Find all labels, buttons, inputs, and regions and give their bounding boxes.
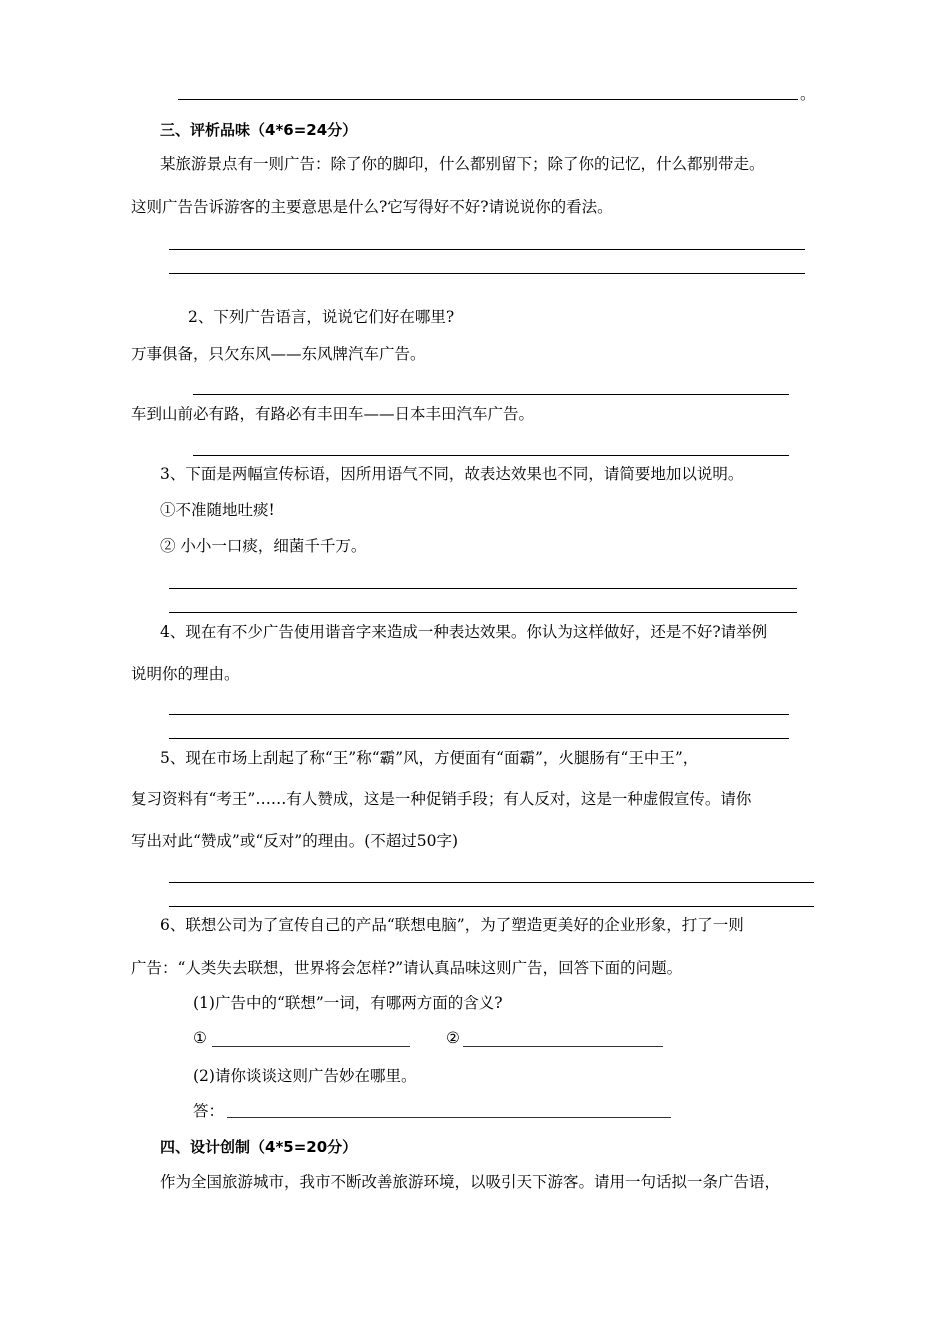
section4-line1: 作为全国旅游城市，我市不断改善旅游环境，以吸引天下游客。请用一句话拟一条广告语， xyxy=(160,1173,781,1191)
q6-line1: 6、联想公司为了宣传自己的产品“联想电脑”，为了塑造更美好的企业形象，打了一则 xyxy=(160,916,744,934)
answer-line[interactable] xyxy=(169,906,814,907)
q3-slogan1: ①不准随地吐痰! xyxy=(160,501,275,519)
q1-line2: 这则广告告诉游客的主要意思是什么?它写得好不好?请说说你的看法。 xyxy=(131,198,613,216)
q3-prompt: 3、下面是两幅宣传标语，因所用语气不同，故表达效果也不同，请简要地加以说明。 xyxy=(160,465,744,483)
q6-mark2: ② xyxy=(446,1029,460,1047)
answer-line[interactable] xyxy=(169,588,797,589)
q6-line2: 广告：“人类失去联想，世界将会怎样?”请认真品味这则广告，回答下面的问题。 xyxy=(131,959,683,977)
answer-line[interactable] xyxy=(169,738,789,739)
q1-line1: 某旅游景点有一则广告：除了你的脚印，什么都别留下；除了你的记忆，什么都别带走。 xyxy=(160,155,765,173)
q5-line2: 复习资料有“考王”……有人赞成，这是一种促销手段；有人反对，这是一种虚假宣传。请你 xyxy=(131,790,752,808)
q5-line3: 写出对此“赞成”或“反对”的理由。(不超过50字) xyxy=(131,832,459,850)
answer-line[interactable] xyxy=(169,612,797,613)
q3-slogan2: ② 小小一口痰，细菌千千万。 xyxy=(160,537,367,555)
q4-line2: 说明你的理由。 xyxy=(131,665,240,683)
answer-line[interactable] xyxy=(169,249,805,250)
q6-sub2: (2)请你谈谈这则广告妙在哪里。 xyxy=(193,1067,417,1085)
q5-line1: 5、现在市场上刮起了称“王”称“霸”风，方便面有“面霸”，火腿肠有“王中王”， xyxy=(160,749,699,767)
q6-answer-label: 答： xyxy=(193,1102,225,1120)
top-line-period: 。 xyxy=(800,85,816,103)
q6-sub1: (1)广告中的“联想”一词，有哪两方面的含义? xyxy=(193,994,503,1012)
answer-line[interactable] xyxy=(169,714,789,715)
section4-heading: 四、设计创制（4*5=20分） xyxy=(160,1138,358,1156)
answer-line[interactable] xyxy=(169,273,805,274)
q2-prompt: 2、下列广告语言，说说它们好在哪里? xyxy=(188,308,455,326)
answer-line[interactable] xyxy=(212,1046,410,1047)
answer-line[interactable] xyxy=(463,1046,663,1047)
answer-line[interactable] xyxy=(227,1117,671,1118)
answer-line[interactable] xyxy=(178,99,798,100)
answer-line[interactable] xyxy=(193,394,789,395)
q2-ad1: 万事俱备，只欠东风——东风牌汽车广告。 xyxy=(131,345,426,363)
q6-mark1: ① xyxy=(193,1029,207,1047)
answer-line[interactable] xyxy=(193,455,789,456)
section3-heading: 三、评析品味（4*6=24分） xyxy=(160,121,358,139)
q4-line1: 4、现在有不少广告使用谐音字来造成一种表达效果。你认为这样做好，还是不好?请举例 xyxy=(160,623,768,641)
answer-line[interactable] xyxy=(169,882,814,883)
q2-ad2: 车到山前必有路，有路必有丰田车——日本丰田汽车广告。 xyxy=(131,405,535,423)
